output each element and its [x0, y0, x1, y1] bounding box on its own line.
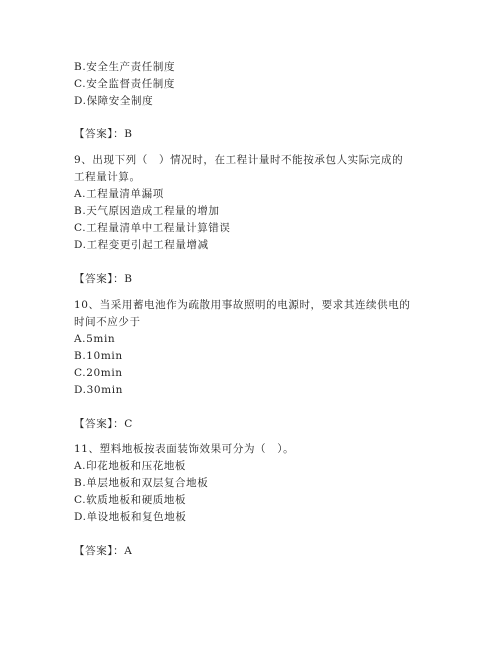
- q10-option-c: C.20min: [74, 367, 123, 379]
- q10-option-a: A.5min: [74, 333, 116, 345]
- q8-option-d: D.保障安全制度: [74, 95, 154, 107]
- q11-answer: 【答案】：A: [74, 545, 133, 557]
- q10-stem-line-1: 10、当采用蓄电池作为疏散用事故照明的电源时，要求其连续供电的: [74, 299, 411, 311]
- q11-option-a: A.印花地板和压花地板: [74, 460, 187, 472]
- q9-stem-line-2: 工程量计算。: [74, 171, 141, 183]
- q9-option-d: D.工程变更引起工程量增减: [74, 239, 209, 251]
- q10-option-d: D.30min: [74, 384, 124, 396]
- q11-option-d: D.单设地板和复色地板: [74, 511, 187, 523]
- q9-option-b: B.天气原因造成工程量的增加: [74, 205, 220, 217]
- q11-stem-line-1: 11、塑料地板按表面装饰效果可分为（ ）。: [74, 443, 295, 455]
- q9-stem-line-1: 9、出现下列（ ）情况时，在工程计量时不能按承包人实际完成的: [74, 154, 404, 166]
- q9-option-c: C.工程量清单中工程量计算错误: [74, 222, 231, 234]
- q8-answer: 【答案】：B: [74, 128, 133, 140]
- q10-option-b: B.10min: [74, 350, 123, 362]
- q10-stem-line-2: 时间不应少于: [74, 316, 141, 328]
- q10-answer: 【答案】：C: [74, 418, 133, 430]
- q9-answer: 【答案】：B: [74, 273, 133, 285]
- q9-option-a: A.工程量清单漏项: [74, 188, 164, 200]
- q8-option-c: C.安全监督责任制度: [74, 78, 175, 90]
- q11-option-b: B.单层地板和双层复合地板: [74, 477, 209, 489]
- q11-option-c: C.软质地板和硬质地板: [74, 494, 187, 506]
- q8-option-b: B.安全生产责任制度: [74, 61, 176, 73]
